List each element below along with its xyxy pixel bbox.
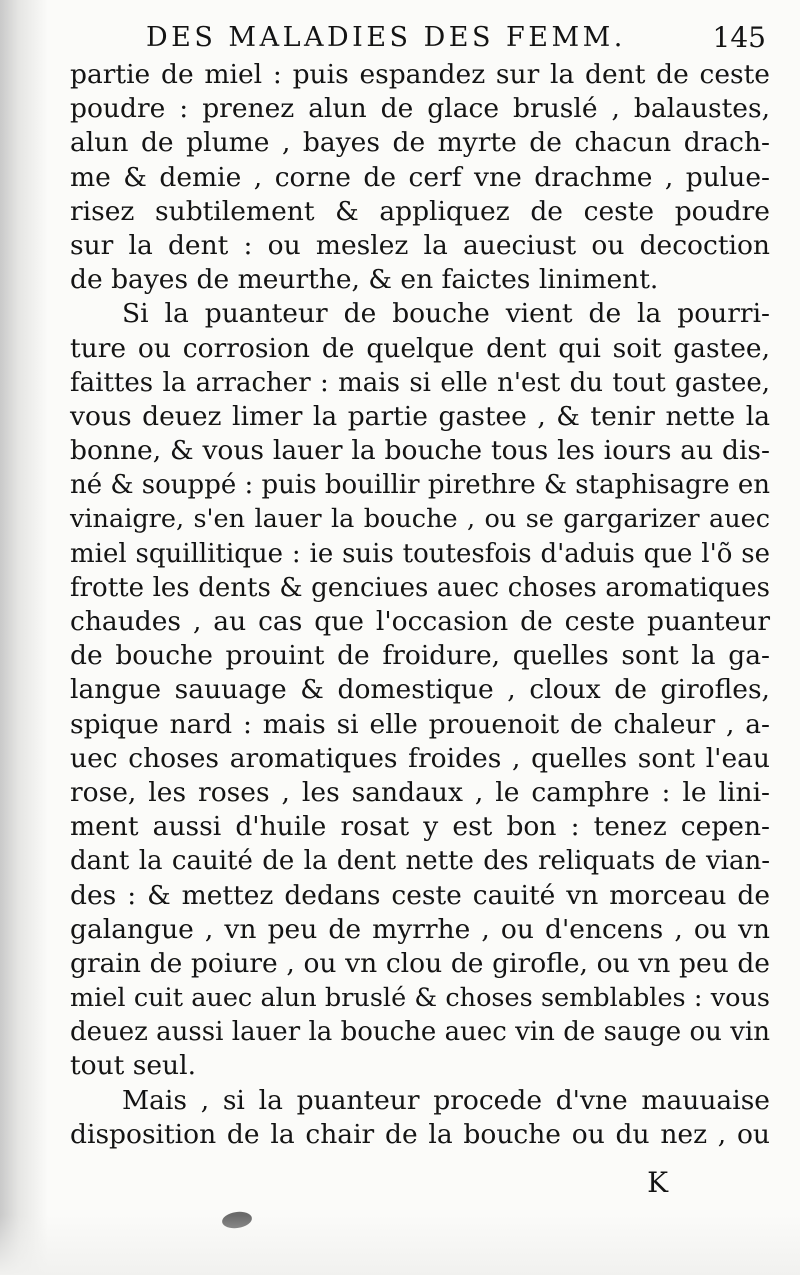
text-line: deuez aussi lauer la bouche auec vin de sauge ou vin: [70, 1017, 770, 1048]
text-line: bonne, & vous lauer la bouche tous les iours au dis-: [70, 435, 770, 467]
text-line: vous deuez limer la partie gastee , & tenir nette la: [70, 400, 770, 432]
text-line: langue sauuage & domestique , cloux de girofles,: [70, 674, 770, 706]
text-line: ture ou corrosion de quelque dent qui soit gastee,: [70, 332, 770, 364]
signature-mark: K: [647, 1166, 668, 1199]
text-line: chaudes , au cas que l'occasion de ceste puanteur: [70, 606, 770, 637]
text-line: dant la cauité de la dent nette des reliquats de vian-: [70, 846, 770, 877]
text-line: risez subtilement & appliquez de ceste poudre: [70, 195, 770, 227]
text-line: des : & mettez dedans ceste cauité vn morceau de: [70, 879, 770, 911]
text-line: rose, les roses , les sandaux , le camphre : le lini-: [70, 776, 770, 808]
text-line: vinaigre, s'en lauer la bouche , ou se gargarizer auec: [70, 504, 770, 535]
text-line: miel squillitique : ie suis toutesfois d'aduis que l'õ se: [70, 538, 770, 569]
body-text: [70, 58, 770, 1152]
text-line: miel cuit auec alun bruslé & choses semblables : vous: [70, 983, 770, 1014]
page-gutter-shadow: [0, 0, 48, 1275]
page-bottom-shade: [0, 1215, 800, 1275]
text-line: faittes la arracher : mais si elle n'est du tout gastee,: [70, 367, 770, 398]
text-line: né & souppé : puis bouillir pirethre & staphisagre en: [70, 470, 770, 501]
text-line: alun de plume , bayes de myrte de chacun drach-: [70, 127, 770, 159]
text-line: partie de miel : puis espandez sur la dent de ceste: [70, 59, 770, 90]
text-line: frotte les dents & genciues auec choses aromatiques: [70, 572, 770, 603]
text-line: uec choses aromatiques froides , quelles sont l'eau: [70, 742, 770, 774]
text-line: ment aussi d'huile rosat y est bon : tenez cepen-: [70, 811, 770, 843]
page-number: 145: [712, 21, 766, 54]
text-line: poudre : prenez alun de glace bruslé , balaustes,: [70, 93, 770, 125]
running-title: DES MALADIES DES FEMM.: [146, 22, 626, 53]
text-line: disposition de la chair de la bouche ou du nez , ou: [70, 1118, 770, 1150]
text-line: grain de poiure , ou vn clou de girofle, ou vn peu de: [70, 947, 770, 979]
text-line: me & demie , corne de cerf vne drachme , pulue-: [70, 161, 770, 193]
text-line: de bouche prouint de froidure, quelles sont la ga-: [70, 640, 770, 672]
page-header: [0, 18, 800, 58]
paragraph-start-line: Si la puanteur de bouche vient de la pourri-: [122, 298, 770, 330]
text-line: galangue , vn peu de myrrhe , ou d'encens , ou vn: [70, 913, 770, 945]
text-line: spique nard : mais si elle prouenoit de chaleur , a-: [70, 708, 770, 740]
text-line: de bayes de meurthe, & en faictes liniment.: [70, 264, 659, 296]
text-line: tout seul.: [70, 1050, 196, 1082]
text-line: sur la dent : ou meslez la aueciust ou decoction: [70, 229, 770, 261]
paragraph-start-line: Mais , si la puanteur procede d'vne mauuaise: [122, 1084, 770, 1116]
